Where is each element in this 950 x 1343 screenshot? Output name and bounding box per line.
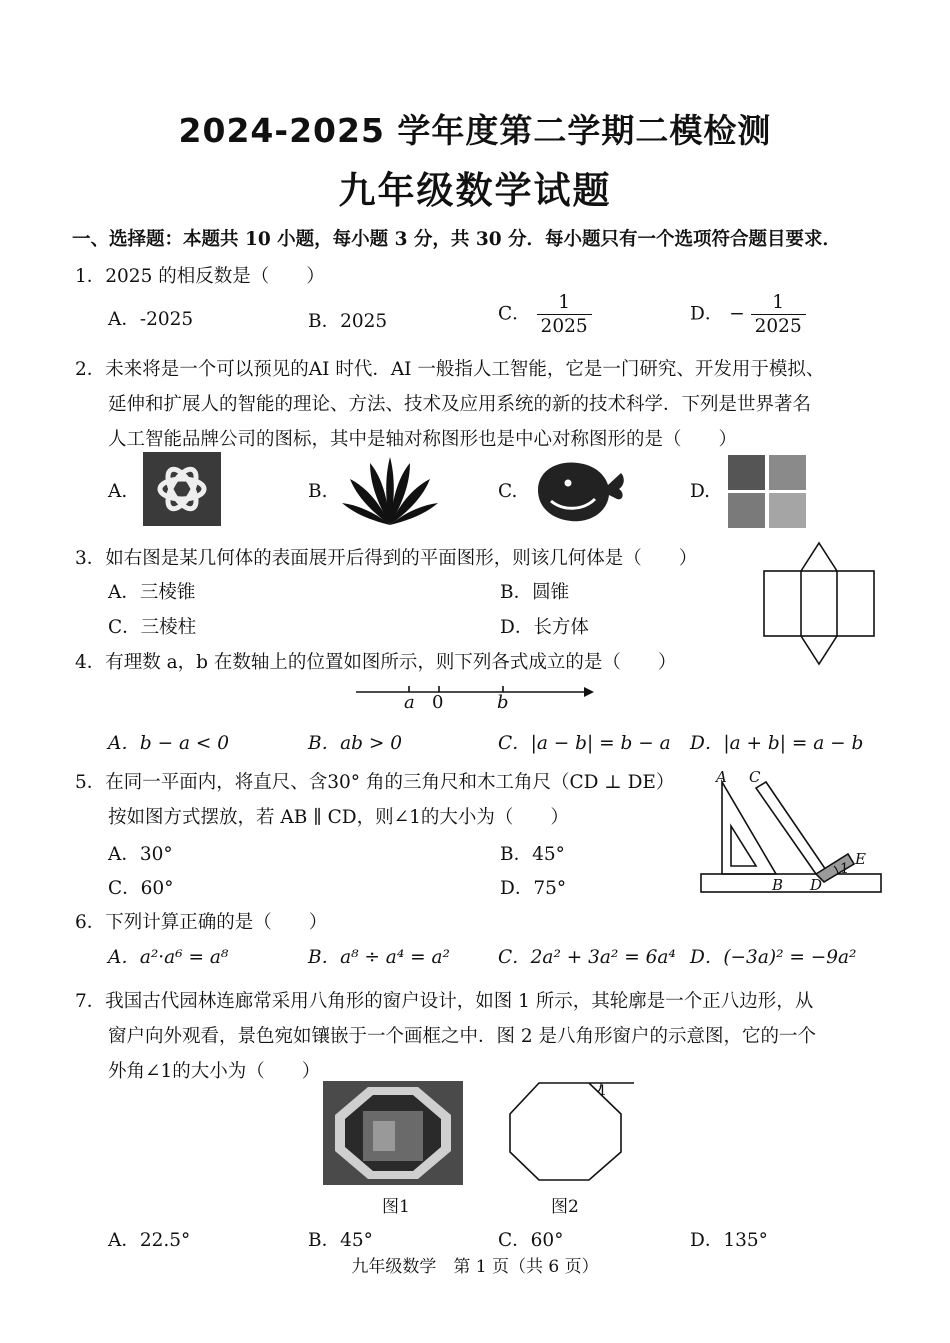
q1-d-denominator: 2025 (754, 316, 802, 338)
q1-option-c-label: C． (498, 303, 531, 325)
ruler-setsquare-figure (698, 770, 888, 895)
exam-subtitle: 九年级数学试题 (338, 169, 612, 212)
q1-d-numerator: 1 (751, 291, 806, 315)
q4-option-d: D．|a + b| = a − b (690, 733, 864, 754)
q2-option-b-label: B. (308, 481, 328, 502)
q1-option-d-fraction (751, 291, 806, 338)
section-heading: 一、选择题：本题共 10 小题，每小题 3 分，共 30 分．每小题只有一个选项符合题目要求． (72, 229, 842, 250)
q1-d-sign: − (729, 303, 745, 325)
q6-option-b: B．a⁸ ÷ a⁴ = a² (308, 947, 450, 968)
q4-option-c: C．|a − b| = b − a (498, 733, 671, 754)
q1-option-a: A．-2025 (108, 309, 194, 330)
page-footer: 九年级数学 第 1 页（共 6 页） (351, 1257, 599, 1277)
number-line-label-0: 0 (432, 692, 444, 713)
q5-option-a: A．30° (108, 844, 173, 865)
q6-option-d: D．(−3a)² = −9a² (690, 947, 857, 968)
figure-2-caption: 图2 (551, 1197, 579, 1217)
q5-option-c: C．60° (108, 878, 174, 899)
figure-label-A: A (716, 768, 727, 786)
q6-stem: 6．下列计算正确的是（ ） (75, 912, 328, 933)
whale-logo-icon (533, 455, 628, 525)
number-line-label-a: a (404, 692, 415, 713)
figure-label-D: D (810, 876, 823, 894)
q6-option-c: C．2a² + 3a² = 6a⁴ (498, 947, 676, 968)
q3-option-b: B．圆锥 (500, 582, 570, 603)
q3-option-d: D．长方体 (500, 617, 589, 638)
q4-option-b: B．ab > 0 (308, 733, 402, 754)
prism-net-figure (763, 540, 878, 665)
square-bottom-right (769, 493, 806, 528)
q2-line-2: 延伸和扩展人的智能的理论、方法、技术及应用系统的新的技术科学．下列是世界著名 (108, 394, 812, 415)
four-squares-logo-icon (728, 455, 806, 528)
huawei-logo-icon (340, 455, 440, 527)
q1-option-d (690, 291, 806, 338)
square-top-right (769, 455, 806, 490)
q6-option-a: A．a²·a⁶ = a⁸ (108, 947, 229, 968)
openai-logo-icon (143, 452, 221, 526)
q1-stem: 1．2025 的相反数是（ ） (75, 266, 325, 287)
q1-option-c-fraction (537, 291, 592, 338)
q2-option-c-label: C. (498, 481, 518, 502)
q7-option-a: A．22.5° (108, 1230, 191, 1251)
octagon-window-photo (323, 1081, 463, 1185)
q7-option-c: C．60° (498, 1230, 564, 1251)
figure-label-C: C (749, 768, 761, 786)
q4-option-a: A．b − a < 0 (108, 733, 230, 754)
figure-1-caption: 图1 (382, 1197, 410, 1217)
figure-label-E: E (855, 850, 866, 868)
q7-option-b: B．45° (308, 1230, 373, 1251)
q4-stem: 4．有理数 a，b 在数轴上的位置如图所示，则下列各式成立的是（ ） (75, 652, 677, 673)
figure-label-B: B (772, 876, 784, 894)
number-line-label-b: b (497, 692, 509, 713)
square-bottom-left (728, 493, 765, 528)
octagon-exterior-angle-label: 1 (598, 1083, 607, 1099)
q1-option-c (498, 291, 592, 338)
q2-line-1: 2．未来将是一个可以预见的AI 时代．AI 一般指人工智能，它是一门研究、开发用于模拟、 (75, 359, 825, 380)
q7-line-3: 外角∠1的大小为（ ） (108, 1061, 321, 1082)
q3-option-a: A．三棱锥 (108, 582, 196, 603)
number-line-figure (356, 680, 601, 710)
q5-line-1: 5．在同一平面内，将直尺、含30° 角的三角尺和木工角尺（CD ⊥ DE） (75, 772, 675, 793)
q3-stem: 3．如右图是某几何体的表面展开后得到的平面图形，则该几何体是（ ） (75, 548, 698, 569)
q1-option-d-label: D． (690, 303, 724, 325)
q7-line-1: 7．我国古代园林连廊常采用八角形的窗户设计，如图 1 所示，其轮廓是一个正八边形，从 (75, 991, 814, 1012)
q1-option-b: B．2025 (308, 311, 388, 332)
q5-option-d: D．75° (500, 878, 567, 899)
q1-c-numerator: 1 (537, 291, 592, 315)
q5-line-2: 按如图方式摆放，若 AB ∥ CD，则∠1的大小为（ ） (108, 807, 569, 828)
q2-line-3: 人工智能品牌公司的图标，其中是轴对称图形也是中心对称图形的是（ ） (108, 429, 738, 450)
q3-option-c: C．三棱柱 (108, 617, 197, 638)
q7-line-2: 窗户向外观看，景色宛如镶嵌于一个画框之中．图 2 是八角形窗户的示意图，它的一个 (108, 1026, 817, 1047)
q2-option-d-label: D. (690, 481, 711, 502)
q1-c-denominator: 2025 (540, 316, 588, 338)
q2-option-a-label: A. (108, 481, 128, 502)
q5-option-b: B．45° (500, 844, 565, 865)
exam-title: 2024-2025 学年度第二学期二模检测 (178, 111, 772, 150)
q7-option-d: D．135° (690, 1230, 768, 1251)
octagon-diagram (507, 1080, 637, 1182)
square-top-left (728, 455, 765, 490)
figure-angle-1-label: 1 (840, 861, 849, 877)
